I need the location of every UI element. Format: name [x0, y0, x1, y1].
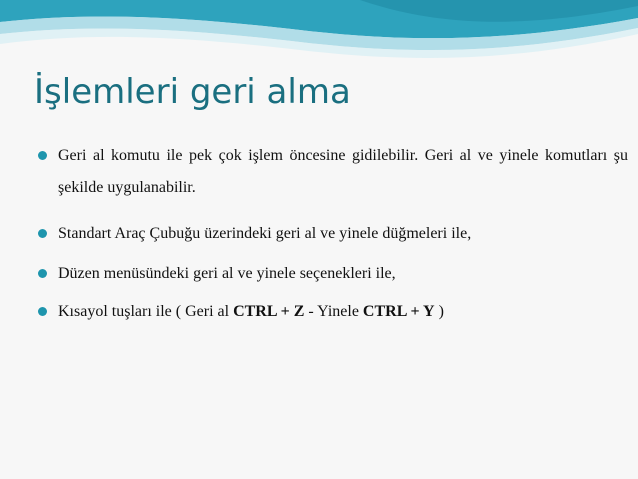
bullet-dot-icon	[38, 151, 47, 160]
slide-title: İşlemleri geri alma	[34, 72, 351, 112]
bullet-item	[38, 263, 396, 285]
bullet-item	[38, 301, 444, 323]
bullet-dot-icon	[38, 269, 47, 278]
bullet-text-prefix: Kısayol tuşları ile ( Geri al	[58, 303, 234, 320]
bullet-text-suffix: )	[434, 303, 444, 320]
bullet-dot-icon	[38, 307, 47, 316]
bullet-item	[38, 223, 471, 245]
header-wave-decoration	[0, 0, 638, 80]
bullet-text: Standart Araç Çubuğu üzerindeki geri al ve yinele düğmeleri ile,	[58, 225, 472, 242]
redo-shortcut: CTRL + Y	[362, 303, 435, 320]
bullet-text-middle: - Yinele	[304, 303, 363, 320]
bullet-text: Geri al komutu ile pek çok işlem öncesine gidilebilir. Geri al ve yinele komutları şu şekilde uygulanabilir.	[58, 147, 628, 196]
bullet-text: Düzen menüsündeki geri al ve yinele seçenekleri ile,	[58, 265, 396, 282]
bullet-item	[38, 140, 628, 204]
undo-shortcut: CTRL + Z	[233, 303, 305, 320]
bullet-dot-icon	[38, 229, 47, 238]
